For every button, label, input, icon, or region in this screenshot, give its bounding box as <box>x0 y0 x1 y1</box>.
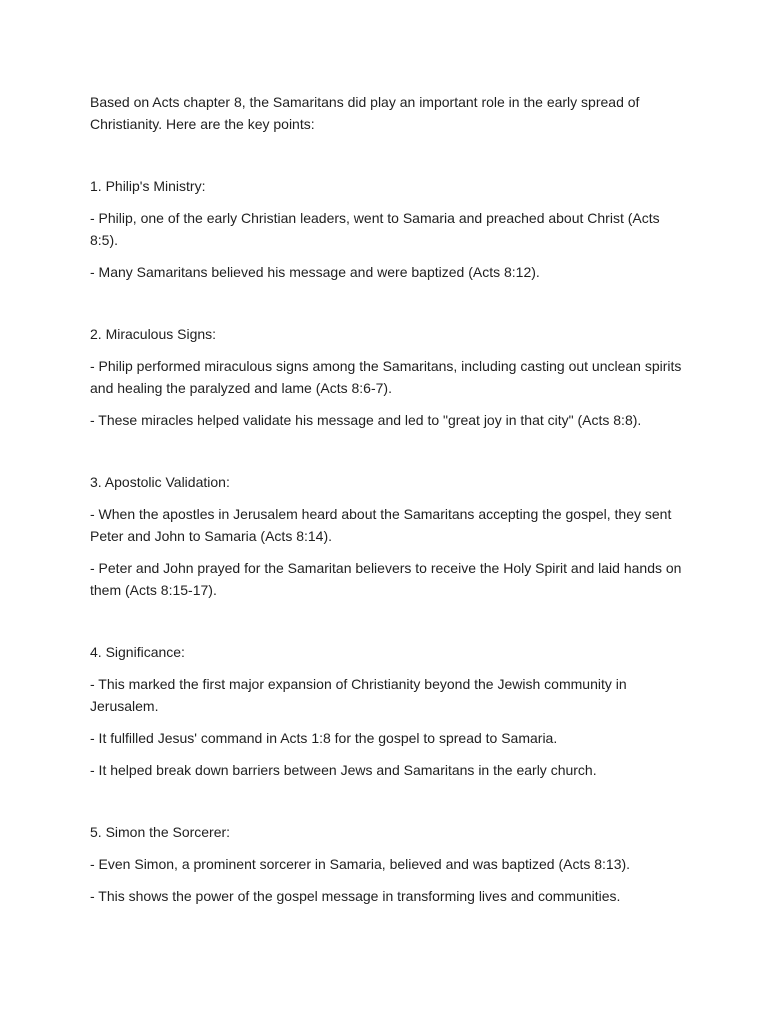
section-significance <box>90 641 682 781</box>
intro-paragraph: Based on Acts chapter 8, the Samaritans did play an important role in the early spread of Christianity. Here are the key points: <box>90 94 640 132</box>
bullet-item: - It helped break down barriers between Jews and Samaritans in the early church. <box>90 762 597 778</box>
bullet-item: - This shows the power of the gospel message in transforming lives and communities. <box>90 888 621 904</box>
section-miraculous-signs <box>90 323 682 431</box>
bullet-item: - Peter and John prayed for the Samaritan believers to receive the Holy Spirit and laid hands on them (Acts 8:15-17). <box>90 560 682 598</box>
bullet-item: - When the apostles in Jerusalem heard about the Samaritans accepting the gospel, they sent Peter and John to Samaria (Acts 8:14). <box>90 506 672 544</box>
section-heading: 1. Philip's Ministry: <box>90 178 206 194</box>
section-heading: 3. Apostolic Validation: <box>90 474 230 490</box>
bullet-item: - Many Samaritans believed his message and were baptized (Acts 8:12). <box>90 264 540 280</box>
section-philips-ministry <box>90 175 682 283</box>
document-body <box>90 91 682 947</box>
bullet-item: - It fulfilled Jesus' command in Acts 1:8 for the gospel to spread to Samaria. <box>90 730 558 746</box>
bullet-item: - This marked the first major expansion of Christianity beyond the Jewish community in Jerusalem. <box>90 676 627 714</box>
section-simon-the-sorcerer <box>90 821 682 907</box>
section-apostolic-validation <box>90 471 682 601</box>
bullet-item: - Philip performed miraculous signs among the Samaritans, including casting out unclean spirits and healing the paralyzed and lame (Acts 8:6-7). <box>90 358 682 396</box>
bullet-item: - These miracles helped validate his message and led to "great joy in that city" (Acts 8:8). <box>90 412 642 428</box>
section-heading: 2. Miraculous Signs: <box>90 326 217 342</box>
bullet-item: - Philip, one of the early Christian leaders, went to Samaria and preached about Christ (Acts 8:5). <box>90 210 660 248</box>
bullet-item: - Even Simon, a prominent sorcerer in Samaria, believed and was baptized (Acts 8:13). <box>90 856 631 872</box>
section-heading: 5. Simon the Sorcerer: <box>90 824 231 840</box>
section-heading: 4. Significance: <box>90 644 185 660</box>
